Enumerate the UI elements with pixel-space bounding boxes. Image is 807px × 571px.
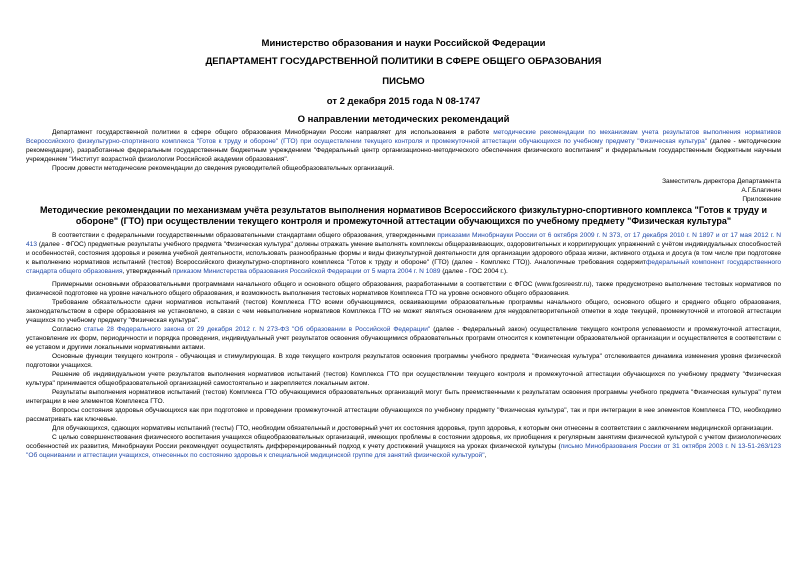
signature-name: А.Г.Благинин <box>741 187 781 194</box>
paragraph-fgos: В соответствии с федеральными государственными образовательными стандартами общего образования, утвержденными приказами Минобрнауки России от 6 октября 2009 г. N 373, от 17 декабря 2010 г. N 1897 и от 17 мая 2012 г. N 413 (далее - ФГОС) предметные результаты учебного предмета "Физическая культура" должны отражать умение выполнять комплексы общеразвивающих, оздоровительных и корригирующих упражнений с учётом индивидуальных способностей и особенностей, состояния здоровья и режима учебной деятельности, использовать разнообразные формы и виды физкультурной деятельности для организации здорового образа жизни, активного отдыха и досуга (в том числе при подготовке к выполнению нормативов испытаний (тестов) Всероссийского физкультурно-спортивного комплекса "Готов к труду и обороне" (ГТО) (далее - Комплекс ГТО)). Аналогичные требования содержитфедеральный компонент государственного стандарта общего образования, утвержденный приказом Министерства образования Российской Федерации от 5 марта 2004 г. N 1089 (далее - ГОС 2004 г.). <box>26 232 782 275</box>
document-subject: О направлении методических рекомендаций <box>297 114 510 125</box>
paragraph-control-functions: Основные функции текущего контроля - обучающая и стимулирующая. В ходе текущего контроля результатов освоения программы учебного предмета "Физическая культура" отслеживается динамика изменения уровня физической подготовки учащихся. <box>26 353 781 369</box>
ministry-title: Министерство образования и науки Российской Федерации <box>261 38 546 49</box>
link-federal-component[interactable]: федеральный компонент государственного стандарта общего образования <box>26 259 782 275</box>
intro-paragraph-2: Просим довести методические рекомендации до сведения руководителей общеобразовательных организаций. <box>52 165 395 172</box>
department-title: ДЕПАРТАМЕНТ ГОСУДАРСТВЕННОЙ ПОЛИТИКИ В СФЕРЕ ОБЩЕГО ОБРАЗОВАНИЯ <box>205 56 602 67</box>
paragraph-results: Результаты выполнения нормативов испытаний (тестов) Комплекса ГТО обучающимися образовательных организаций могут быть преемственными к результатам освоения программы учебного предмета "Физическая культура" путем интеграции в нее элементов Комплекса ГТО. <box>26 389 781 405</box>
paragraph-individual-accounting: Решение об индивидуальном учете результатов выполнения нормативов испытаний (тестов) Комплекса ГТО при осуществлении текущего контроля и промежуточной аттестации обучающихся по учебному предмету "Физическая культура" принимается общеобразовательной организацией самостоятельно и закрепляется локальным актом. <box>26 371 781 387</box>
intro-paragraph-1: Департамент государственной политики в сфере общего образования Минобрнауки России направляет для использования в работе методические рекомендации по механизмам учета результатов выполнения нормативов Всероссийского физкультурно-спортивного комплекса "Готов к труду и обороне" (ГТО) при осуществлении текущего контроля и промежуточной аттестации обучающихся по учебному предмету "Физическая культура" (далее - методические рекомендации), разработанные федеральным государственным бюджетным учреждением "Федеральный центр организационно-методического обеспечения физического воспитания" и федеральным государственным бюджетным научным учреждением "Институт возрастной физиологии Российской академии образования". <box>26 129 781 163</box>
document-body <box>26 128 781 460</box>
link-order-1089[interactable]: приказом Министерства образования Российской Федерации от 5 марта 2004 г. N 1089 <box>172 268 441 275</box>
paragraph-health: Вопросы состояния здоровья обучающихся как при подготовке и проведении промежуточной аттестации обучающихся по учебному предмету "Физическая культура", так и при интеграции в нее элементов Комплекса ГТО, необходимо рассматривать как ключевые. <box>26 407 781 423</box>
paragraph-requirement: Требование обязательности сдачи нормативов испытаний (тестов) Комплекса ГТО всеми обучающимися, осваивающими образовательные программы начального общего, основного общего и среднего общего образования, законодательством в сфере образования не установлено, в связи с чем невыполнение нормативов Комплекса ГТО не может являться основанием для неудовлетворительной отметки в ходе текущей, промежуточной и итоговой аттестации учащихся по учебному предмету "Физическая культура". <box>26 299 781 324</box>
link-method-recommendations[interactable]: методические рекомендации по механизмам учета результатов выполнения нормативов Всероссийского физкультурно-спортивного комплекса "Готов к труду и обороне" (ГТО) при осуществлении текущего контроля и промежуточной аттестации обучающихся по учебному предмету "Физическая культура" <box>26 129 781 145</box>
appendix-title: Методические рекомендации по механизмам учёта результатов выполнения нормативов Всероссийского физкультурно-спортивного комплекса "Готов к труду и обороне" (ГТО) при осуществлении текущего контроля и промежуточной аттестации обучающихся по учебному предмету "Физическая культура" <box>39 205 767 226</box>
link-orders-minobrnauki[interactable]: приказами Минобрнауки России от 6 октября 2009 г. N 373, от 17 декабря 2010 г. N 1897 и от 17 мая 2012 г. N 413 <box>26 232 781 248</box>
paragraph-programs: Примерными основными образовательными программами начального общего и основного общего образования, разработанными в соответствии с ФГОС (www.fgosreestr.ru), также предусмотрено выполнение тестовых нормативов по физической подготовке на уровне начального общего образования, и возможность выполнения тестовых нормативов Комплекса ГТО на уровне основного общего образования. <box>26 281 781 297</box>
paragraph-federal-law: Согласно статье 28 Федерального закона от 29 декабря 2012 г. N 273-ФЗ "Об образовании в Российской Федерации" (далее - Федеральный закон) осуществление текущего контроля успеваемости и промежуточной аттестации, установление их форм, периодичности и порядка проведения, индивидуальный учет результатов освоения обучающимися образовательных программ относится к компетенции образовательной организации и осуществляется в соответствии с ее уставом и другими локальными нормативными актами. <box>26 326 781 351</box>
link-article-28[interactable]: статье 28 Федерального закона от 29 декабря 2012 г. N 273-ФЗ "Об образовании в Российской Федерации" <box>83 326 431 333</box>
document-type: ПИСЬМО <box>382 76 425 87</box>
document-date-number: от 2 декабря 2015 года N 08-1747 <box>326 96 481 107</box>
link-letter-2003[interactable]: письмо Минобразования России от 31 октября 2003 г. N 13-51-263/123 "Об оценивании и аттестации учащихся, отнесенных по состоянию здоровья к специальной медицинской группе для занятий физической культурой" <box>26 443 781 459</box>
signature-position: Заместитель директора Департамента <box>662 178 781 185</box>
appendix-label: Приложение <box>742 196 781 203</box>
paragraph-health-accounting: Для обучающихся, сдающих нормативы испытаний (тесты) ГТО, необходим обязательный и достоверный учет их состояния здоровья, групп здоровья, к которым они отнесены в соответствии с заключением медицинской организации. <box>52 425 774 432</box>
paragraph-differentiated-approach: С целью совершенствования физического воспитания учащихся общеобразовательных организаций, имеющих проблемы в состоянии здоровья, их приобщения к регулярным занятиям физической культурой с учетом физиологических особенностей их развития, Минобрнауки России рекомендует осуществлять дифференцированный подход к учету достижений учащихся на уроках физической культуры (письмо Минобразования России от 31 октября 2003 г. N 13-51-263/123 "Об оценивании и аттестации учащихся, отнесенных по состоянию здоровья к специальной медицинской группе для занятий физической культурой", <box>26 434 781 459</box>
